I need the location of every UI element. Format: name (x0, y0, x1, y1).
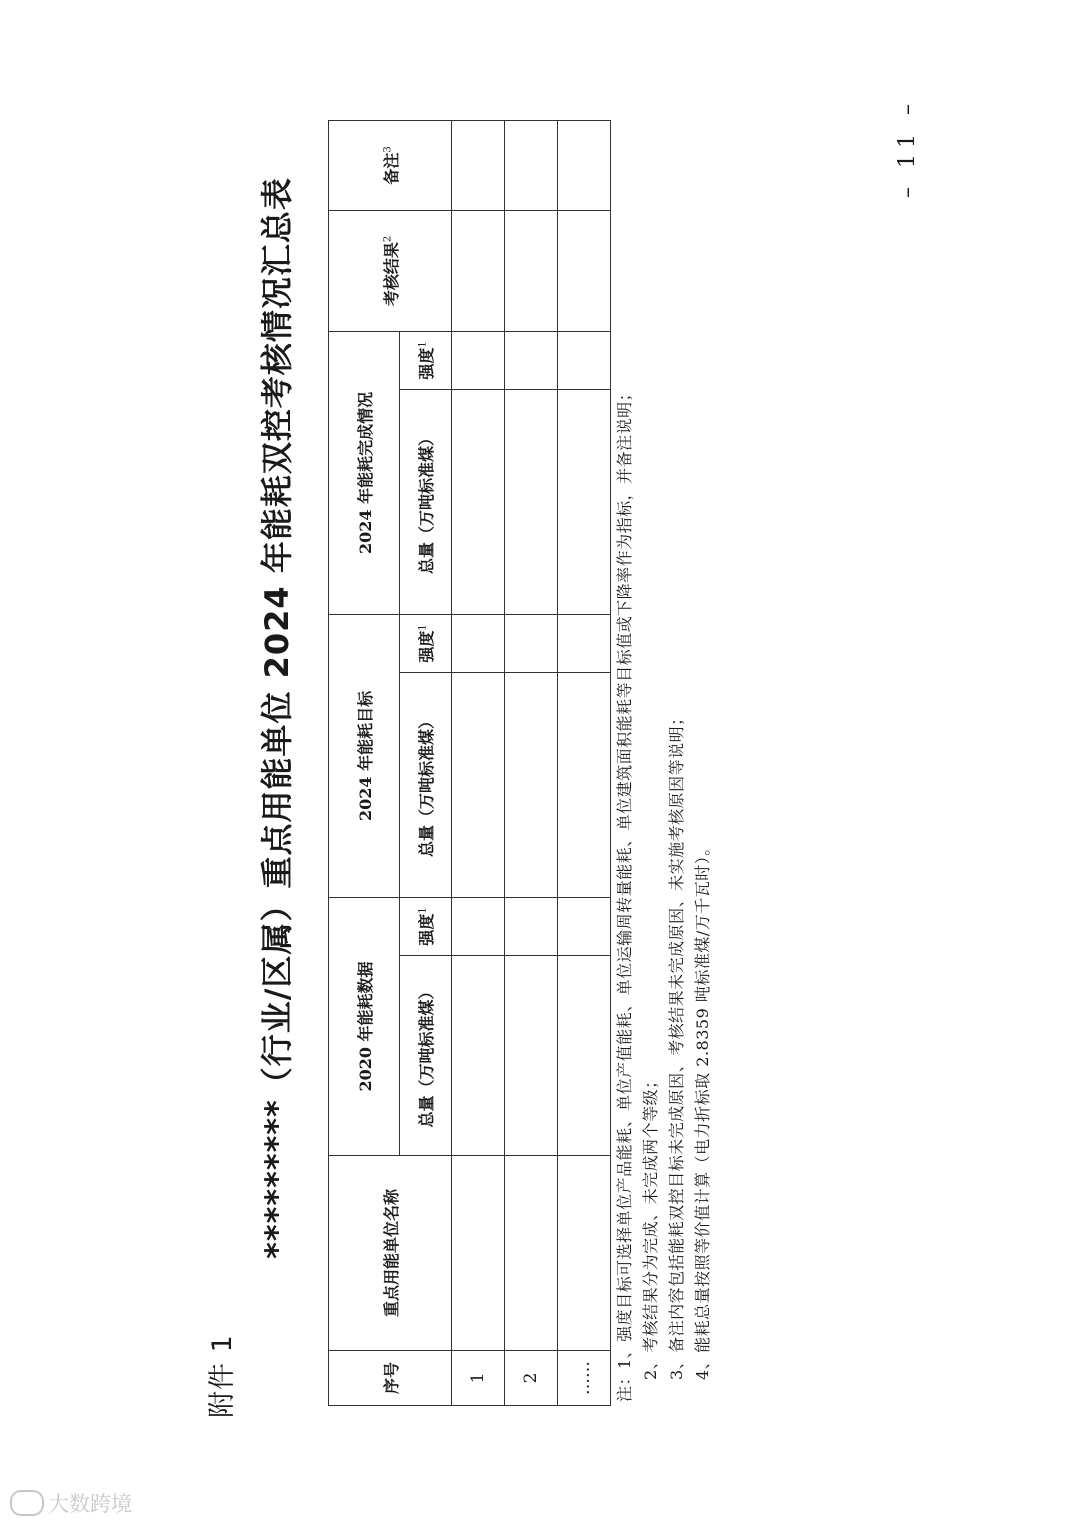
header-target-total: 总量（万吨标准煤） (400, 672, 452, 897)
header-2020-total: 总量（万吨标准煤） (400, 956, 452, 1156)
table-row (452, 120, 505, 1405)
table-row (558, 120, 611, 1405)
header-completion-intensity: 强度$^1$ (400, 331, 452, 389)
watermark-logo-icon (10, 1490, 44, 1516)
table-row (505, 120, 558, 1405)
header-unit-name: 重点用能单位名称 (329, 1156, 452, 1351)
row-number: 2 (505, 1351, 558, 1406)
header-serial-number: 序号 (329, 1351, 452, 1406)
summary-table (328, 120, 611, 1406)
header-group-2024-target: 2024 年能耗目标 (329, 614, 400, 897)
note-2: 2、考核结果分为完成、未完成两个等级； (641, 1072, 660, 1380)
page-number: – 11 – (895, 98, 920, 198)
table-notes (612, 102, 716, 1402)
header-completion-total: 总量（万吨标准煤） (400, 389, 452, 614)
header-remark: 备注$^3$ (329, 120, 452, 210)
note-4: 4、能耗总量按照等价值计算（电力折标取 2.8359 吨标准煤/万千瓦时）。 (693, 839, 712, 1380)
header-group-2020: 2020 年能耗数据 (329, 897, 400, 1155)
row-number: …… (558, 1351, 611, 1406)
row-number: 1 (452, 1351, 505, 1406)
header-target-intensity: 强度$^1$ (400, 614, 452, 672)
header-2020-intensity: 强度$^1$ (400, 897, 452, 955)
note-1: 注：1、强度目标可选择单位产品能耗、单位产值能耗、单位运输周转量能耗、单位建筑面积能耗等目标值或下降率作为指标，并备注说明； (615, 384, 634, 1402)
header-assessment-result: 考核结果$^2$ (329, 210, 452, 331)
note-3: 3、备注内容包括能耗双控目标未完成原因、考核结果未完成原因、未实施考核原因等说明； (667, 709, 686, 1380)
header-group-2024-completion: 2024 年能耗完成情况 (329, 331, 400, 614)
page-title: *********（行业/区属）重点用能单位 2024 年能耗双控考核情况汇总表 (258, 177, 296, 1259)
watermark-text: 大数跨境 (48, 1492, 132, 1516)
watermark (10, 1488, 132, 1518)
attachment-label: 附件 1 (207, 1334, 238, 1418)
